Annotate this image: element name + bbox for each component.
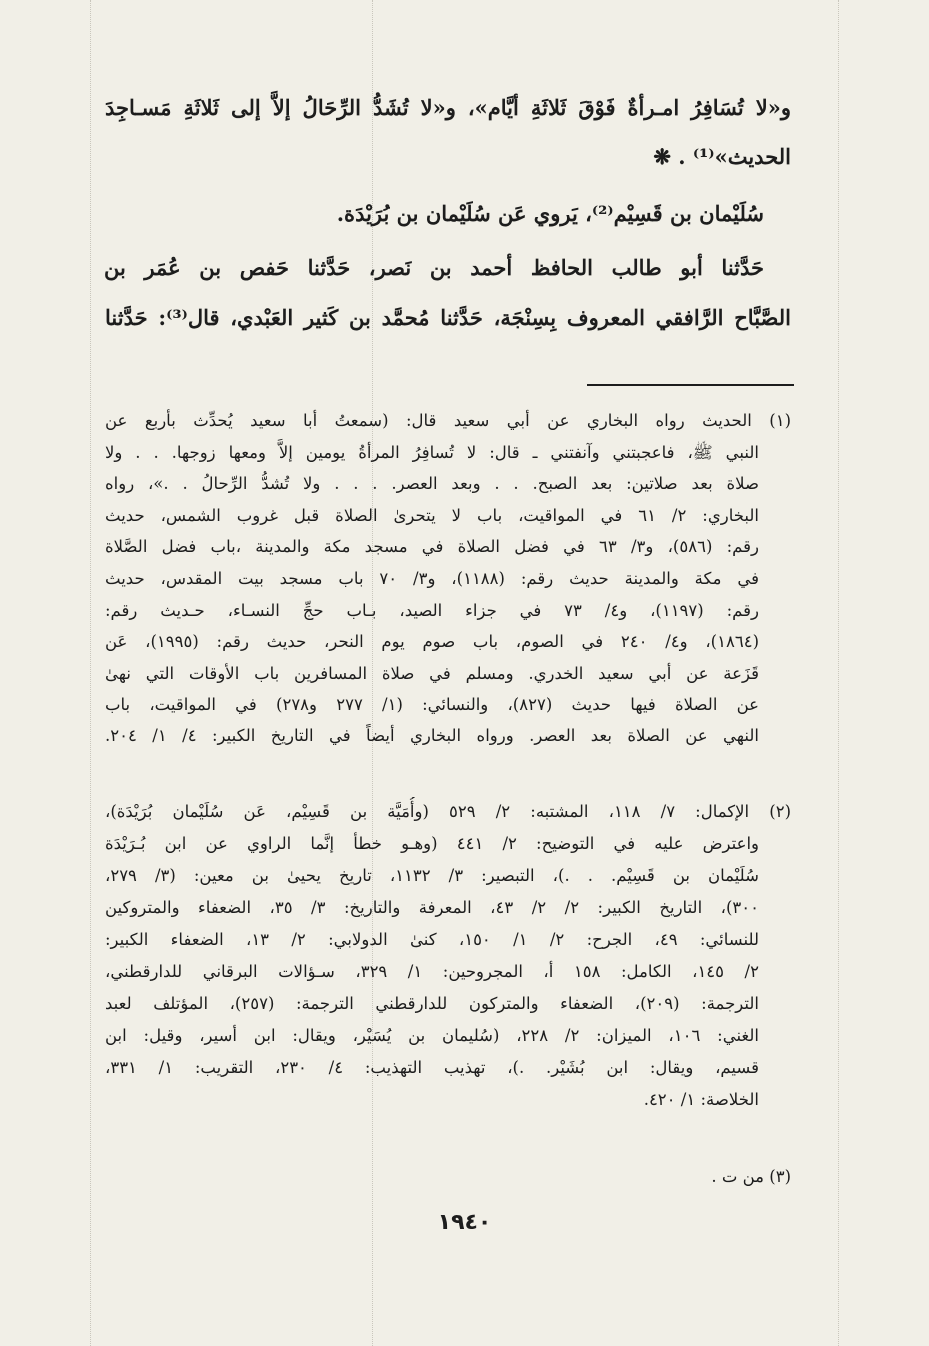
footnote-line: رقم: (٥٨٦)، و٣/ ٦٣ في فضل الصلاة في مسجد مكة والمدينة ،باب فضل الصَّلاة (105, 537, 759, 556)
footnote-line: رقم: (١١٩٧)، و٤/ ٧٣ في جزاء الصيد، بـاب حجِّ النسـاء، حـديث رقم: (105, 601, 759, 620)
main-line-4: حَدَّثنا أبو طالب الحافظ أحمد بن نَصر، حَدَّثنا حَفص بن عُمَر بن (104, 255, 764, 280)
footnote-line: الترجمة: (٢٠٩)، الضعفاء والمتركون للدارقطني الترجمة: (٢٥٧)، المؤتلف لعبد (105, 994, 759, 1013)
main-line-2: الحديث»⁽¹⁾ . ❋ (653, 144, 791, 169)
footnote-line: (١٨٦٤)، و٤/ ٢٤٠ في الصوم، باب صوم يوم النحر، حديث رقم: (١٩٩٥)، عَن (105, 632, 759, 651)
footnote-divider (587, 384, 794, 386)
footnote-line: النبي ﷺ، فاعجبتني وآنفتني ـ قال: لا تُسافِرُ المرأةُ يومين إلاَّ ومعها زوجها. . . ولا (105, 443, 759, 462)
footnote-line: للنسائي: ٤٩، الجرح: ٢/ ١/ ١٥٠، كنىٰ الدولابي: ٢/ ١٣، الضعفاء الكبير: (105, 930, 759, 949)
footnote-line: واعترض عليه في التوضيح: ٢/ ٤٤١ (وهـو خطأ إنَّما الراوي عن ابن بُـرَيْدَة (105, 834, 759, 853)
margin-guide-right (838, 0, 839, 1346)
main-line-1: و«لا تُسَافِرُ امـرأةٌ فَوْقَ ثَلاثَةِ أيَّام»، و«لا تُشَدُّ الرِّحَالُ إلاَّ إلى ثَلاثَةِ مَسـاجِدَ (105, 95, 791, 120)
margin-guide-left (90, 0, 91, 1346)
footnote-line: (٢) الإكمال: ٧/ ١١٨، المشتبه: ٢/ ٥٢٩ (وأُمَيَّة بن قَسِيْم، عَن سُلَيْمان بُرَيْدَة)، (105, 802, 791, 821)
main-line-3: سُلَيْمان بن قَسِيْم⁽²⁾، يَروي عَن سُلَيْمان بن بُرَيْدَة. (336, 201, 764, 226)
page-number: ١٩٤٠ (437, 1210, 492, 1235)
footnote-line: قسيم، ويقال: ابن بُشَيْر. .)، تهذيب التهذيب: ٤/ ٢٣٠، التقريب: ١/ ٣٣١، (105, 1058, 759, 1077)
footnote-line: البخاري: ٢/ ٦١ في المواقيت، باب لا يتحرىٰ الصلاة قبل غروب الشمس، حديث (105, 506, 759, 525)
footnote-line: النهي عن الصلاة بعد العصر. ورواه البخاري أيضاً في التاريخ الكبير: ٤/ ١/ ٢٠٤. (105, 726, 759, 745)
footnote-line: سُلَيْمان بن قَسِيْم. . .)، التبصير: ٣/ ١١٣٢، تاريخ يحيىٰ بن معين: (٣/ ٢٧٩، (105, 866, 759, 885)
footnote-line: قَزَعة عن أبي سعيد الخدري. ومسلم في صلاة المسافرين باب الأوقات التي نهىٰ (105, 664, 759, 683)
footnote-line: (١) الحديث رواه البخاري عن أبي سعيد قال: (سمعتُ أبا سعيد يُحدِّث بأربع عن (105, 411, 791, 430)
footnote-line: (٣) من ت . (711, 1167, 791, 1186)
main-line-5: الصَّبَّاح الرَّافقي المعروف بِسِنْجَة، حَدَّثنا مُحمَّد بن كَثير العَبْدي، قال⁽³⁾: حَدَّثنا (105, 305, 791, 330)
footnote-line: عن الصلاة فيها حديث (٨٢٧)، والنسائي: (١/ ٢٧٧ و٢٧٨) في المواقيت، باب (105, 695, 759, 714)
footnote-line: ٣٠٠)، التاريخ الكبير: ٢/ ٢/ ٤٣، المعرفة والتاريخ: ٣/ ٣٥، الضعفاء والمتروكين (105, 898, 759, 917)
footnote-line: في مكة والمدينة حديث رقم: (١١٨٨)، و٣/ ٧٠ باب مسجد بيت المقدس، حديث (105, 569, 759, 588)
footnote-line: الغني: ١٠٦، الميزان: ٢/ ٢٢٨، (سُليمان بن يُسَيْر، ويقال: ابن أسير، وقيل: ابن (105, 1026, 759, 1045)
footnote-line: ٢/ ١٤٥، الكامل: ١٥٨ أ، المجروحين: ١/ ٣٢٩، سـؤالات البرقاني للدارقطني، (105, 962, 759, 981)
footnote-line: الخلاصة: ١/ ٤٢٠. (643, 1090, 759, 1109)
footnote-line: صلاة بعد صلاتين: بعد الصبح. . . وبعد العصر. . . . ولا تُشدُّ الرِّحالُ . .»، رواه (105, 474, 759, 493)
